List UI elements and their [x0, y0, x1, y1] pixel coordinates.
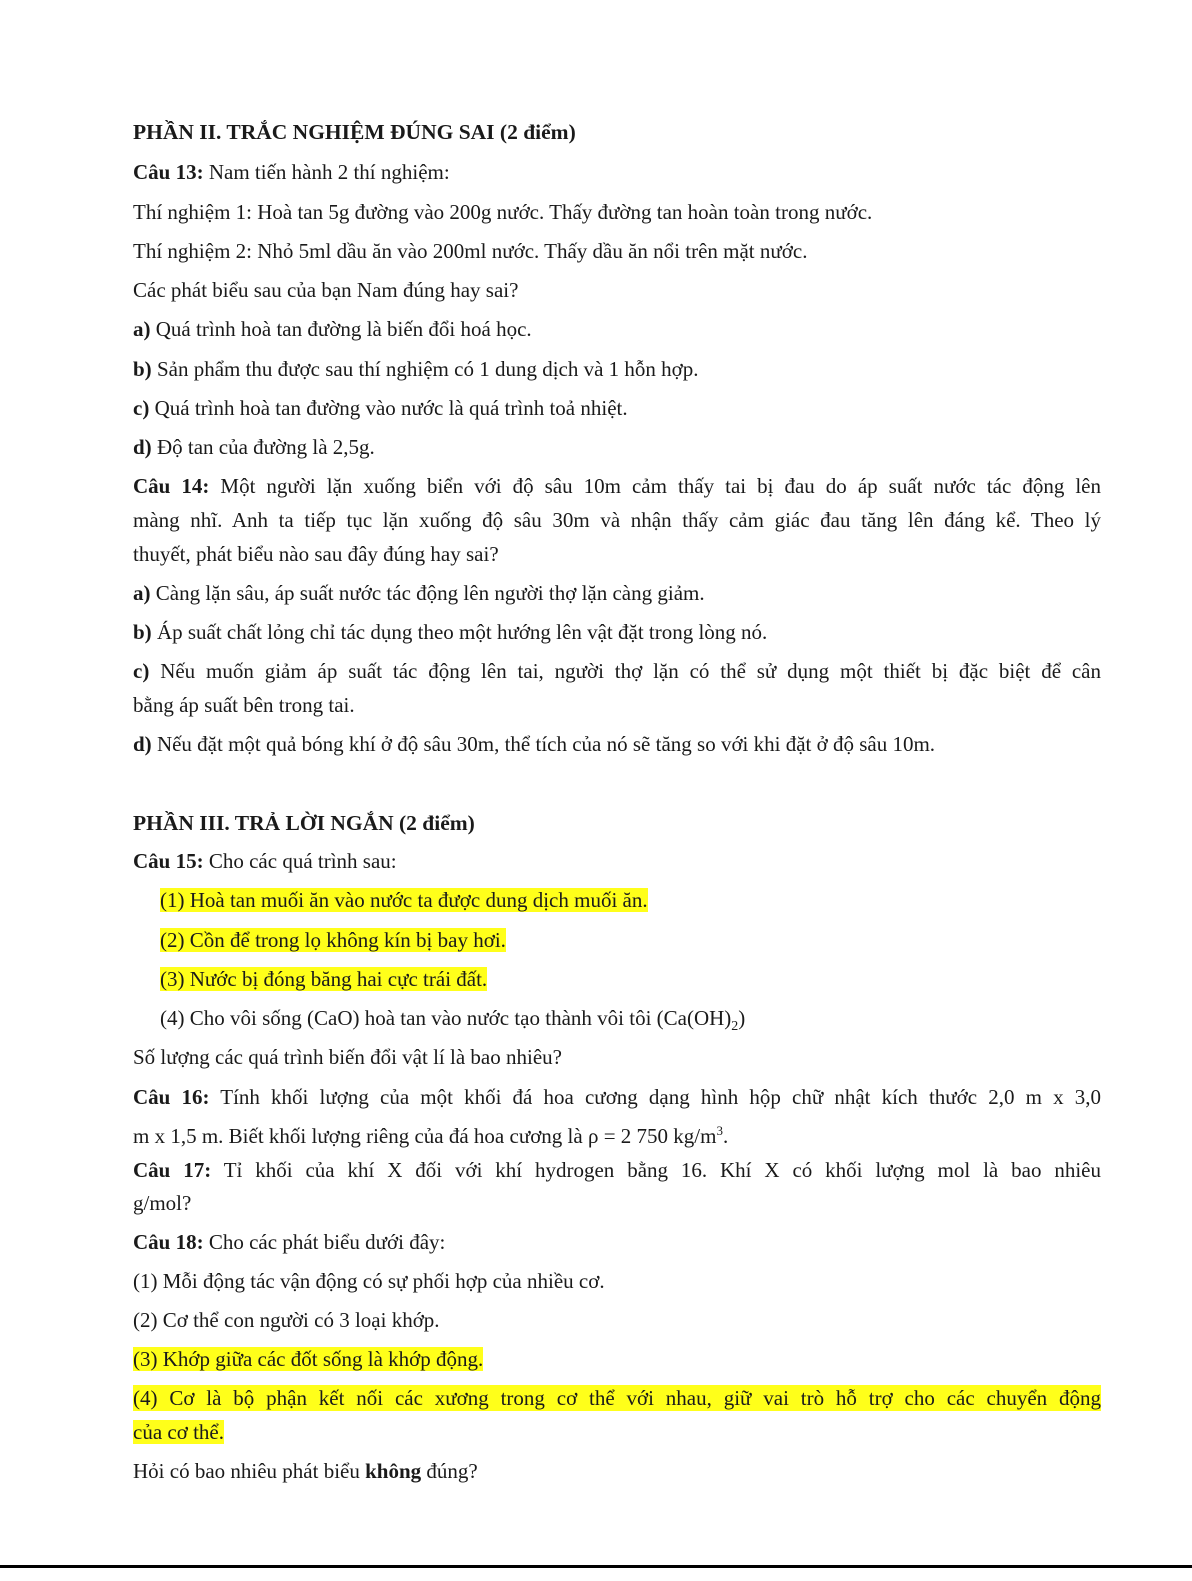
q18-label: Câu 18:	[133, 1230, 204, 1254]
q17-line2: g/mol?	[133, 1191, 192, 1215]
q13-option-a	[133, 316, 532, 342]
option-text: Càng lặn sâu, áp suất nước tác động lên người thợ lặn càng giảm.	[155, 581, 705, 605]
highlighted-text: (2) Cồn để trong lọ không kín bị bay hơi.	[160, 928, 506, 952]
q14-option-d	[133, 731, 935, 757]
q14-line3: thuyết, phát biểu nào sau đây đúng hay sai?	[133, 542, 499, 566]
option-letter: c)	[133, 396, 150, 420]
q13-option-d	[133, 434, 375, 460]
highlighted-text: (3) Khớp giữa các đốt sống là khớp động.	[133, 1347, 484, 1371]
q13-intro-text: Nam tiến hành 2 thí nghiệm:	[208, 160, 450, 184]
superscript: 3	[716, 1123, 723, 1138]
q13-intro	[133, 159, 450, 185]
q18-intro-text: Cho các phát biểu dưới đây:	[208, 1230, 446, 1254]
option-text: Quá trình hoà tan đường là biến đổi hoá học.	[155, 317, 532, 341]
option-text: Quá trình hoà tan đường vào nước là quá trình toả nhiệt.	[154, 396, 628, 420]
question-end: đúng?	[426, 1459, 478, 1483]
q14-line1	[133, 473, 1101, 499]
part2-heading: PHẦN II. TRẮC NGHIỆM ĐÚNG SAI (2 điểm)	[133, 120, 576, 144]
q18-statement-1: (1) Mỗi động tác vận động có sự phối hợp của nhiều cơ.	[133, 1269, 605, 1293]
q14-line2: màng nhĩ. Anh ta tiếp tục lặn xuống độ sâu 30m và nhận thấy cảm giác đau tăng lên đáng kể. Theo lý	[133, 508, 1101, 532]
q18-statement-4-line1: (4) Cơ là bộ phận kết nối các xương trong cơ thể với nhau, giữ vai trò hỗ trợ cho các chuyển động	[133, 1386, 1101, 1410]
option-letter: a)	[133, 581, 151, 605]
q18-statement-4-line2	[133, 1419, 224, 1445]
q16-end: .	[722, 1124, 729, 1148]
q13-option-b	[133, 356, 699, 382]
q14-label: Câu 14:	[133, 474, 210, 498]
q16-line2-text: m x 1,5 m. Biết khối lượng riêng của đá hoa cương là ρ = 2 750 kg/m	[133, 1124, 717, 1148]
option-letter: b)	[133, 357, 152, 381]
option-letter: d)	[133, 732, 152, 756]
question-text: Hỏi có bao nhiêu phát biểu	[133, 1459, 360, 1483]
bold-word: không	[365, 1459, 422, 1483]
q17-line1-text: Tỉ khối của khí X đối với khí hydrogen bằng 16. Khí X có khối lượng mol là bao nhiêu	[223, 1158, 1101, 1182]
q18-question	[133, 1458, 478, 1484]
q15-question: Số lượng các quá trình biến đổi vật lí là bao nhiêu?	[133, 1045, 562, 1069]
item4-text: (4) Cho vôi sống (CaO) hoà tan vào nước tạo thành vôi tôi (Ca(OH)	[160, 1006, 732, 1030]
option-letter: d)	[133, 435, 152, 459]
q15-item-1	[160, 887, 648, 913]
q16-line1	[133, 1084, 1101, 1110]
q17-line1	[133, 1157, 1101, 1183]
highlighted-text: (1) Hoà tan muối ăn vào nước ta được dung dịch muối ăn.	[160, 888, 648, 912]
q18-statement-3	[133, 1346, 483, 1372]
option-letter: a)	[133, 317, 151, 341]
q15-item-4	[160, 1005, 745, 1040]
highlighted-text: của cơ thể.	[133, 1420, 224, 1444]
q17-label: Câu 17:	[133, 1158, 212, 1182]
q15-intro-text: Cho các quá trình sau:	[208, 849, 397, 873]
q13-exp2: Thí nghiệm 2: Nhỏ 5ml dầu ăn vào 200ml nước. Thấy dầu ăn nổi trên mặt nước.	[133, 239, 808, 263]
q15-item-2	[160, 927, 506, 953]
option-text: Nếu đặt một quả bóng khí ở độ sâu 30m, thể tích của nó sẽ tăng so với khi đặt ở độ sâu 10m.	[156, 732, 936, 756]
q15-intro	[133, 848, 397, 874]
q14-option-c	[133, 658, 1101, 684]
q13-question: Các phát biểu sau của bạn Nam đúng hay sai?	[133, 278, 519, 302]
q13-option-c	[133, 395, 628, 421]
q15-item-3	[160, 966, 487, 992]
q14-line1-text: Một người lặn xuống biển với độ sâu 10m cảm thấy tai bị đau do áp suất nước tác động lên	[220, 474, 1102, 498]
option-letter: c)	[133, 659, 150, 683]
q13-exp1: Thí nghiệm 1: Hoà tan 5g đường vào 200g nước. Thấy đường tan hoàn toàn trong nước.	[133, 200, 873, 224]
q16-label: Câu 16:	[133, 1085, 210, 1109]
q14-option-b	[133, 619, 767, 645]
q13-label: Câu 13:	[133, 160, 204, 184]
option-text: Áp suất chất lỏng chỉ tác dụng theo một hướng lên vật đặt trong lòng nó.	[156, 620, 768, 644]
subscript: 2	[731, 1019, 739, 1034]
option-text: Sản phẩm thu được sau thí nghiệm có 1 dung dịch và 1 hỗn hợp.	[156, 357, 699, 381]
part3-heading: PHẦN III. TRẢ LỜI NGẮN (2 điểm)	[133, 811, 475, 835]
option-letter: b)	[133, 620, 152, 644]
q18-statement-2: (2) Cơ thể con người có 3 loại khớp.	[133, 1308, 440, 1332]
highlighted-text: (3) Nước bị đóng băng hai cực trái đất.	[160, 967, 488, 991]
q14-option-a	[133, 580, 705, 606]
q16-line1-text: Tính khối lượng của một khối đá hoa cương dạng hình hộp chữ nhật kích thước 2,0 m x 3,0	[220, 1085, 1101, 1109]
q18-intro	[133, 1229, 445, 1255]
q15-label: Câu 15:	[133, 849, 204, 873]
page-bottom-edge	[0, 1565, 1192, 1568]
q16-line2	[133, 1118, 728, 1149]
q14-option-c-cont: bằng áp suất bên trong tai.	[133, 693, 355, 717]
item4-suffix: )	[738, 1006, 746, 1030]
option-text: Độ tan của đường là 2,5g.	[156, 435, 375, 459]
option-text: Nếu muốn giảm áp suất tác động lên tai, người thợ lặn có thể sử dụng một thiết bị đặc biệt để cân	[160, 659, 1102, 683]
